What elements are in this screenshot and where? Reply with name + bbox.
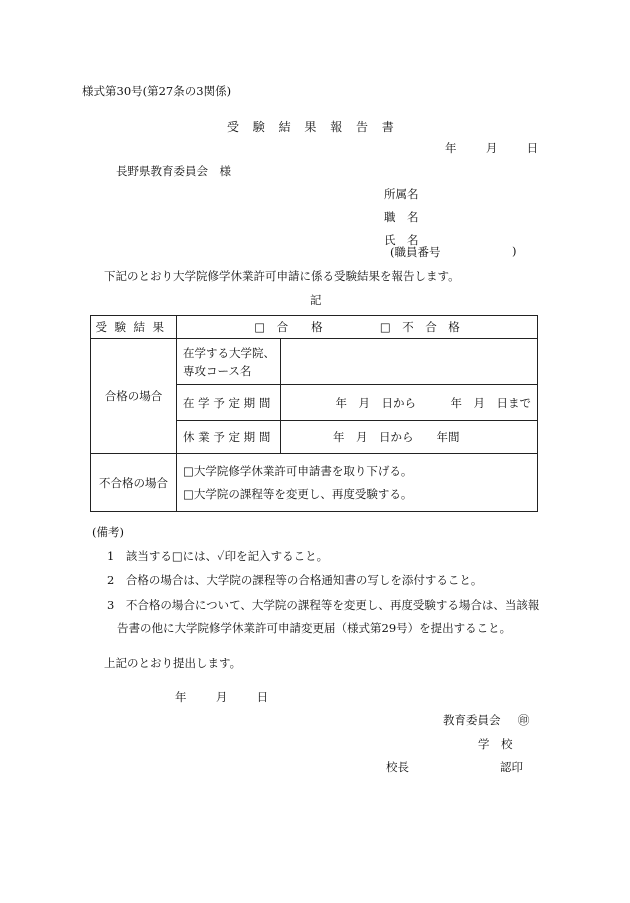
footer-date	[175, 689, 268, 705]
ki-label: 記	[310, 293, 322, 307]
result-options	[177, 316, 538, 339]
board-label: 教育委員会	[443, 713, 501, 727]
document-title: 受験結果報告書	[227, 120, 408, 134]
date-year: 年	[445, 141, 457, 155]
footer-month: 月	[215, 690, 228, 704]
note-item-1: 1 該当する□には、✓印を記入すること。	[107, 549, 329, 563]
pass-option[interactable]: □ 合 格	[254, 320, 323, 334]
fail-option-withdraw[interactable]: □大学院修学休業許可申請書を取り下げる。	[183, 463, 413, 478]
board-seal-icon: ㊞	[517, 713, 530, 727]
result-table	[90, 315, 538, 512]
leave-period-label: 休業予定期間	[177, 421, 281, 454]
date-header	[445, 140, 538, 156]
pass-case-label: 合格の場合	[91, 339, 177, 454]
school-label: 学 校	[478, 737, 513, 751]
grad-school-label-line2: 専攻コース名	[183, 363, 252, 378]
fail-case-label: 不合格の場合	[91, 454, 177, 512]
submission-text: 上記のとおり提出します。	[104, 656, 242, 670]
recipient: 長野県教育委員会 様	[116, 164, 231, 178]
note-item-3-continued: 告書の他に大学院修学休業許可申請変更届（様式第29号）を提出すること。	[117, 621, 512, 635]
grad-school-label-line1: 在学する大学院、	[183, 345, 275, 360]
enrollment-period-label: 在学予定期間	[177, 385, 281, 421]
board-line	[443, 712, 529, 728]
principal-seal: 認印	[500, 760, 523, 774]
note-item-3: 3 不合格の場合について、大学院の課程等を変更し、再度受験する場合は、当該報	[107, 598, 540, 612]
grad-school-field[interactable]	[281, 339, 538, 385]
date-month: 月	[485, 141, 498, 155]
notes-heading: (備考)	[92, 525, 124, 539]
leave-period-value: 年 月 日から 年間	[333, 430, 460, 444]
staff-number-label: (職員番号	[390, 245, 441, 259]
date-day: 日	[526, 141, 539, 155]
enrollment-period-value: 年 月 日から 年 月 日まで	[335, 395, 531, 410]
grad-school-label	[177, 339, 281, 385]
fail-option-retake[interactable]: □大学院の課程等を変更し、再度受験する。	[183, 486, 413, 501]
form-number: 様式第30号(第27条の3関係)	[82, 84, 232, 98]
note-item-2: 2 合格の場合は、大学院の課程等の合格通知書の写しを添付すること。	[107, 573, 483, 587]
enrollment-period-field[interactable]	[281, 385, 538, 421]
leave-period-field[interactable]	[281, 421, 538, 454]
footer-day: 日	[256, 690, 269, 704]
position-label: 職 名	[384, 210, 419, 224]
fail-options	[177, 454, 538, 512]
affiliation-label: 所属名	[384, 187, 419, 201]
fail-option[interactable]: □ 不 合 格	[379, 320, 460, 334]
result-label: 受験結果	[91, 316, 177, 339]
principal-label: 校長	[386, 760, 409, 774]
staff-number-close: )	[512, 244, 517, 258]
footer-year: 年	[175, 690, 187, 704]
intro-text: 下記のとおり大学院修学休業許可申請に係る受験結果を報告します。	[104, 269, 460, 283]
name-label: 氏 名	[384, 233, 419, 247]
